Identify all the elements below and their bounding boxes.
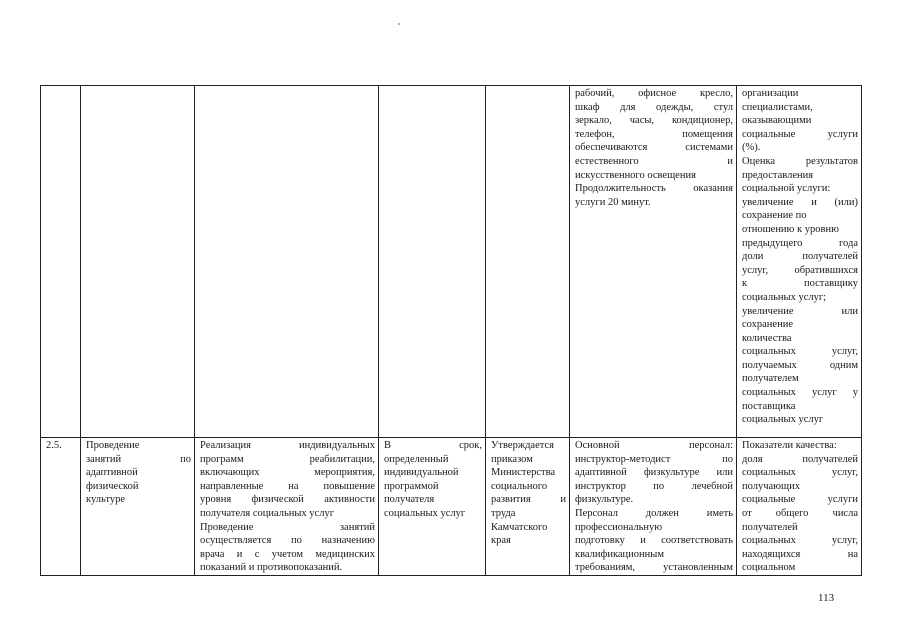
cell-text-line: физической bbox=[86, 480, 139, 492]
cell-text-line: предоставления bbox=[742, 169, 814, 181]
cell-text-line: находящихся на bbox=[742, 548, 858, 560]
cell-text-line: (%). bbox=[742, 142, 761, 154]
cell-text-line: профессиональную bbox=[575, 521, 663, 533]
cell-tariff bbox=[486, 86, 570, 438]
cell-conditions bbox=[570, 86, 737, 438]
cell-text-line: сохранение по bbox=[742, 210, 807, 222]
cell-text-line: зеркало, часы, кондиционер, bbox=[575, 115, 733, 127]
cell-text-line: определенный bbox=[384, 453, 449, 465]
cell-text-line: Министерства bbox=[491, 467, 556, 479]
cell-conditions bbox=[570, 438, 737, 576]
cell-number bbox=[41, 86, 81, 438]
cell-text-line: социальных услуг, bbox=[742, 346, 858, 358]
cell-text-line: количества bbox=[742, 332, 792, 344]
cell-text-line: подготовку и соответствовать bbox=[575, 535, 733, 547]
cell-text-line: получателем bbox=[742, 373, 799, 385]
cell-text-line: индивидуальной bbox=[384, 467, 459, 479]
cell-text-line: Камчатского bbox=[491, 521, 548, 533]
cell-text-line: отношению к уровню bbox=[742, 223, 839, 235]
cell-text-line: оказывающими bbox=[742, 115, 812, 127]
cell-text-line: социальном bbox=[742, 562, 796, 574]
cell-text-line: социальных услуг bbox=[384, 507, 466, 519]
cell-text-line: получаемых одним bbox=[742, 359, 858, 371]
cell-text-line: увеличение или bbox=[742, 305, 858, 317]
cell-text-line: приказом bbox=[491, 453, 533, 465]
cell-text-line: труда bbox=[491, 507, 516, 519]
cell-text-line: инструктор по лечебной bbox=[575, 480, 733, 492]
cell-term bbox=[379, 438, 486, 576]
cell-text-line: включающих мероприятия, bbox=[200, 467, 375, 479]
cell-text-line: обеспечиваются системами bbox=[575, 142, 733, 154]
table-row-2-5 bbox=[41, 438, 862, 576]
cell-text-line: услуг, обратившихся bbox=[742, 264, 858, 276]
cell-text-line: инструктор-методист по bbox=[575, 453, 733, 465]
cell-text-line: получателей bbox=[742, 521, 798, 533]
cell-text-line: от общего числа bbox=[742, 507, 858, 519]
cell-term bbox=[379, 86, 486, 438]
cell-service-name bbox=[81, 438, 195, 576]
scan-speck bbox=[398, 23, 400, 25]
cell-text-line: Продолжительность оказания bbox=[575, 183, 733, 195]
cell-text-line: Персонал должен иметь bbox=[575, 507, 733, 519]
cell-text-line: получателя bbox=[384, 494, 435, 506]
cell-text-line: физкультуре. bbox=[575, 494, 634, 506]
cell-text-line: осуществляется по назначению bbox=[200, 535, 375, 547]
table-row-continued bbox=[41, 86, 862, 438]
cell-text-line: требованиям, установленным bbox=[575, 562, 733, 574]
cell-text-line: программой bbox=[384, 480, 439, 492]
cell-text-line: адаптивной bbox=[86, 467, 138, 479]
cell-text-line: уровня физической активности bbox=[200, 494, 375, 506]
cell-text-line: получающих bbox=[742, 480, 800, 492]
cell-text-line: сохранение bbox=[742, 319, 793, 331]
cell-text-line: В срок, bbox=[384, 440, 482, 451]
cell-description bbox=[195, 86, 379, 438]
cell-text-line: Оценка результатов bbox=[742, 155, 858, 167]
cell-text-line: культуре bbox=[86, 494, 125, 506]
cell-text-line: врача и с учетом медицинских bbox=[200, 548, 375, 560]
cell-text-line: доля получателей bbox=[742, 453, 858, 465]
cell-text-line: доли получателей bbox=[742, 251, 858, 263]
cell-text-line: организации bbox=[742, 88, 799, 99]
cell-text-line: Проведение bbox=[86, 440, 140, 451]
cell-text-line: социальных услуг, bbox=[742, 535, 858, 547]
cell-service-name bbox=[81, 86, 195, 438]
cell-text-line: социальные услуги bbox=[742, 128, 858, 140]
cell-text-line: Реализация индивидуальных bbox=[200, 440, 375, 451]
cell-text-line: Основной персонал: bbox=[575, 440, 733, 451]
cell-text-line: получателя социальных услуг bbox=[200, 507, 335, 519]
cell-tariff bbox=[486, 438, 570, 576]
row-number: 2.5. bbox=[46, 440, 62, 451]
cell-text-line: социальных услуг у bbox=[742, 387, 858, 399]
cell-number bbox=[41, 438, 81, 576]
cell-text-line: направленные на повышение bbox=[200, 480, 375, 492]
services-table bbox=[40, 85, 862, 576]
cell-quality-indicators bbox=[737, 438, 862, 576]
cell-text-line: развития и bbox=[491, 494, 566, 506]
cell-text-line: услуги 20 минут. bbox=[575, 196, 651, 208]
cell-text-line: показаний и противопоказаний. bbox=[200, 562, 343, 574]
cell-text-line: телефон, помещения bbox=[575, 128, 733, 140]
cell-description bbox=[195, 438, 379, 576]
cell-text-line: Проведение занятий bbox=[200, 521, 375, 533]
cell-text-line: социальной услуги: bbox=[742, 183, 831, 195]
cell-text-line: к поставщику bbox=[742, 278, 858, 290]
cell-text-line: края bbox=[491, 535, 511, 547]
cell-text-line: искусственного освещения bbox=[575, 169, 696, 181]
cell-text-line: социальных услуг; bbox=[742, 291, 827, 303]
cell-text-line: социальные услуги bbox=[742, 494, 858, 506]
cell-text-line: квалификационным bbox=[575, 548, 664, 560]
cell-text-line: программ реабилитации, bbox=[200, 453, 375, 465]
cell-text-line: Утверждается bbox=[491, 440, 554, 451]
cell-text-line: социальных услуг bbox=[742, 414, 824, 426]
cell-text-line: рабочий, офисное кресло, bbox=[575, 88, 733, 99]
cell-quality-indicators bbox=[737, 86, 862, 438]
cell-text-line: предыдущего года bbox=[742, 237, 858, 249]
page-number: 113 bbox=[818, 592, 835, 604]
cell-text-line: социального bbox=[491, 480, 548, 492]
cell-text-line: специалистами, bbox=[742, 101, 813, 113]
cell-text-line: шкаф для одежды, стул bbox=[575, 101, 733, 113]
cell-text-line: занятий по bbox=[86, 453, 191, 465]
cell-text-line: поставщика bbox=[742, 400, 796, 412]
cell-text-line: адаптивной физкультуре или bbox=[575, 467, 733, 479]
cell-text-line: Показатели качества: bbox=[742, 440, 837, 451]
cell-text-line: увеличение и (или) bbox=[742, 196, 858, 208]
cell-text-line: естественного и bbox=[575, 155, 733, 167]
cell-text-line: социальных услуг, bbox=[742, 467, 858, 479]
